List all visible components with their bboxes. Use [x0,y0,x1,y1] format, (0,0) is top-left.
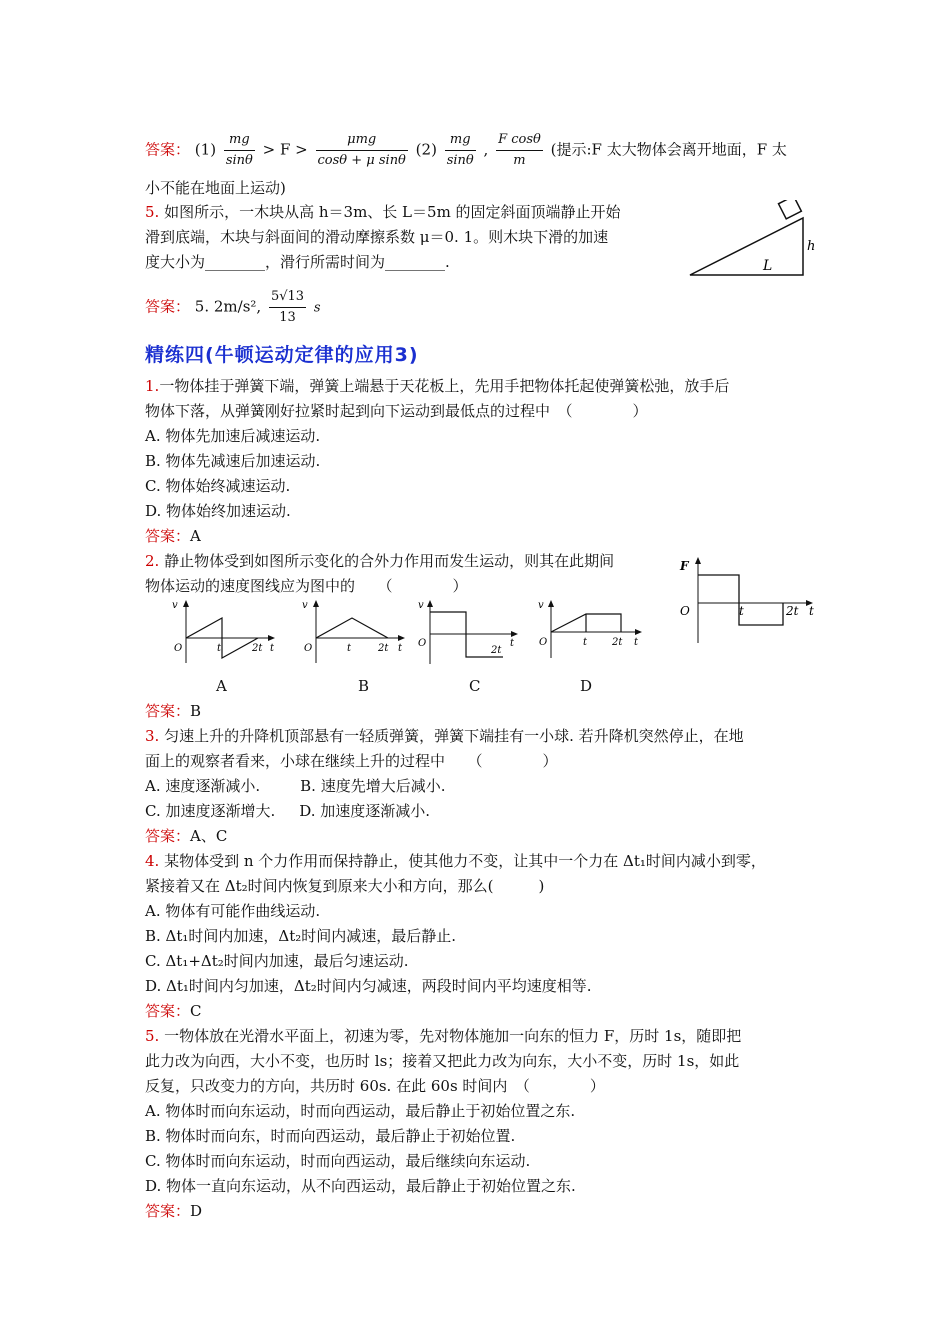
svg-text:v: v [172,600,178,611]
answer-unit: s [313,300,321,316]
q4-line2: 紧接着又在 Δt₂时间内恢复到原来大小和方向，那么( ) [145,877,545,895]
svg-text:t: t [347,643,352,654]
inequality-mid: > F > [262,140,308,159]
label-L: L [763,258,773,274]
graph-label-a: A [216,677,227,695]
svg-text:2t: 2t [612,637,623,648]
svg-text:v: v [418,600,424,611]
force-time-graph [676,555,821,645]
svg-text:O: O [680,604,690,618]
prev-q5-line1: 5. 如图所示，一木块从高 h＝3m、长 L＝5m 的固定斜面顶端静止开始 [145,203,621,221]
svg-text:t: t [510,638,515,649]
q1-option-c: C. 物体始终减速运动. [145,477,291,495]
comma: , [483,140,489,159]
svg-text:t: t [217,643,222,654]
q2-answer: 答案：B [145,702,202,720]
svg-text:O: O [304,643,313,654]
q1-line2: 物体下落，从弹簧刚好拉紧时起到向下运动到最低点的过程中 （ ） [145,402,648,420]
svg-text:t: t [739,604,744,618]
svg-text:t: t [398,643,403,654]
prev-q5-line3: 度大小为________，滑行所需时间为________. [145,253,450,271]
svg-text:2t: 2t [252,643,263,654]
q4-option-c: C. Δt₁+Δt₂时间内加速，最后匀速运动. [145,952,409,970]
svg-text:O: O [418,638,427,649]
vt-graph-b [298,598,410,668]
label-h: h [807,239,816,254]
q4-option-b: B. Δt₁时间内加速，Δt₂时间内减速，最后静止. [145,927,457,945]
q3-answer: 答案：A、C [145,827,228,845]
graph-label-d: D [580,677,593,695]
q5-option-a: A. 物体时而向东运动，时而向西运动，最后静止于初始位置之东. [145,1102,576,1120]
answer-label: 答案： [145,140,191,159]
q1-line1: 1.一物体挂于弹簧下端，弹簧上端悬于天花板上，先用手把物体托起使弹簧松弛，放手后 [145,377,730,395]
q5-line2: 此力改为向西，大小不变，也历时 ls；接着又把此力改为向东，大小不变，历时 1s，如此 [145,1052,740,1070]
part-1-prefix: (1) [194,140,217,159]
svg-text:O: O [174,643,183,654]
vt-graph-a [168,598,280,668]
prev-q5-answer [145,287,321,328]
q4-answer: 答案：C [145,1002,202,1020]
q3-line2: 面上的观察者看来，小球在继续上升的过程中 （ ） [145,752,558,770]
vt-graph-c [418,598,523,668]
section-title: 精练四(牛顿运动定律的应用3) [145,344,419,366]
fraction-mg-sin: $\frac{mg}{\sin\theta}$ [225,132,253,168]
q5-option-b: B. 物体时而向东，时而向西运动，最后静止于初始位置. [145,1127,516,1145]
q3-options-cd: C. 加速度逐渐增大. D. 加速度逐渐减小. [145,802,431,820]
q1-answer: 答案：A [145,527,201,545]
question-number: 5. [145,203,160,221]
vt-graph-d [536,598,648,668]
q5-answer: 答案：D [145,1202,203,1220]
svg-text:t: t [270,643,275,654]
q5-option-c: C. 物体时而向东运动，时而向西运动，最后继续向东运动. [145,1152,531,1170]
svg-text:t: t [583,637,588,648]
q1-option-a: A. 物体先加速后减速运动. [145,427,321,445]
answer-label: 答案： [145,297,191,316]
svg-text:v: v [538,600,544,611]
svg-text:t: t [809,604,814,618]
prev-q5-line2: 滑到底端，木块与斜面间的滑动摩擦系数 μ＝0. 1。则木块下滑的加速 [145,228,609,246]
q5-line3: 反复，只改变力的方向，共历时 60s. 在此 60s 时间内 （ ） [145,1077,605,1095]
q2-line2: 物体运动的速度图线应为图中的 （ ） [145,577,468,595]
q2-line1: 2. 静止物体受到如图所示变化的合外力作用而发生运动，则其在此期间 [145,552,615,570]
q1-option-b: B. 物体先减速后加速运动. [145,452,321,470]
q3-line1: 3. 匀速上升的升降机顶部悬有一轻质弹簧，弹簧下端挂有一小球. 若升降机突然停止，在地 [145,727,744,745]
svg-text:F: F [680,559,689,573]
fraction-umg: $\frac{\text{μmg}}{\text{cosθ + μ sinθ}}$ [317,132,406,168]
svg-text:2t: 2t [491,645,502,656]
q3-options-ab: A. 速度逐渐减小. B. 速度先增大后减小. [145,777,446,795]
q4-option-d: D. Δt₁时间内匀加速，Δt₂时间内匀减速，两段时间内平均速度相等. [145,977,592,995]
q4-option-a: A. 物体有可能作曲线运动. [145,902,321,920]
svg-text:2t: 2t [378,643,389,654]
fraction-mg-sin-2: $\frac{mg}{\sin\theta}$ [446,132,474,168]
hint-text: (提示:F 太大物体会离开地面，F 太 [550,140,787,159]
q5-line1: 5. 一物体放在光滑水平面上，初速为零，先对物体施加一向东的恒力 F，历时 1s，随即把 [145,1027,742,1045]
q4-line1: 4. 某物体受到 n 个力作用而保持静止，使其他力不变，让其中一个力在 Δt₁时间内减小到零， [145,852,766,870]
q1-option-d: D. 物体始终加速运动. [145,502,291,520]
fraction-fcos-m: $\frac{\text{F cosθ}}{m}$ [498,132,541,168]
fraction-5root13: $\frac{5√13}{13}$ [270,289,305,325]
incline-figure [685,200,820,282]
q5-option-d: D. 物体一直向东运动，从不向西运动，最后静止于初始位置之东. [145,1177,576,1195]
svg-text:v: v [302,600,308,611]
hint-continued: 小不能在地面上运动) [145,179,286,197]
answer-text: 5. 2m/s², [194,297,262,316]
svg-text:t: t [634,637,639,648]
svg-text:2t: 2t [786,604,799,618]
graph-label-b: B [358,677,370,695]
graph-label-c: C [469,677,481,695]
svg-text:O: O [539,637,548,648]
prev-answer-line [145,130,787,171]
part-2-prefix: (2) [415,140,437,159]
